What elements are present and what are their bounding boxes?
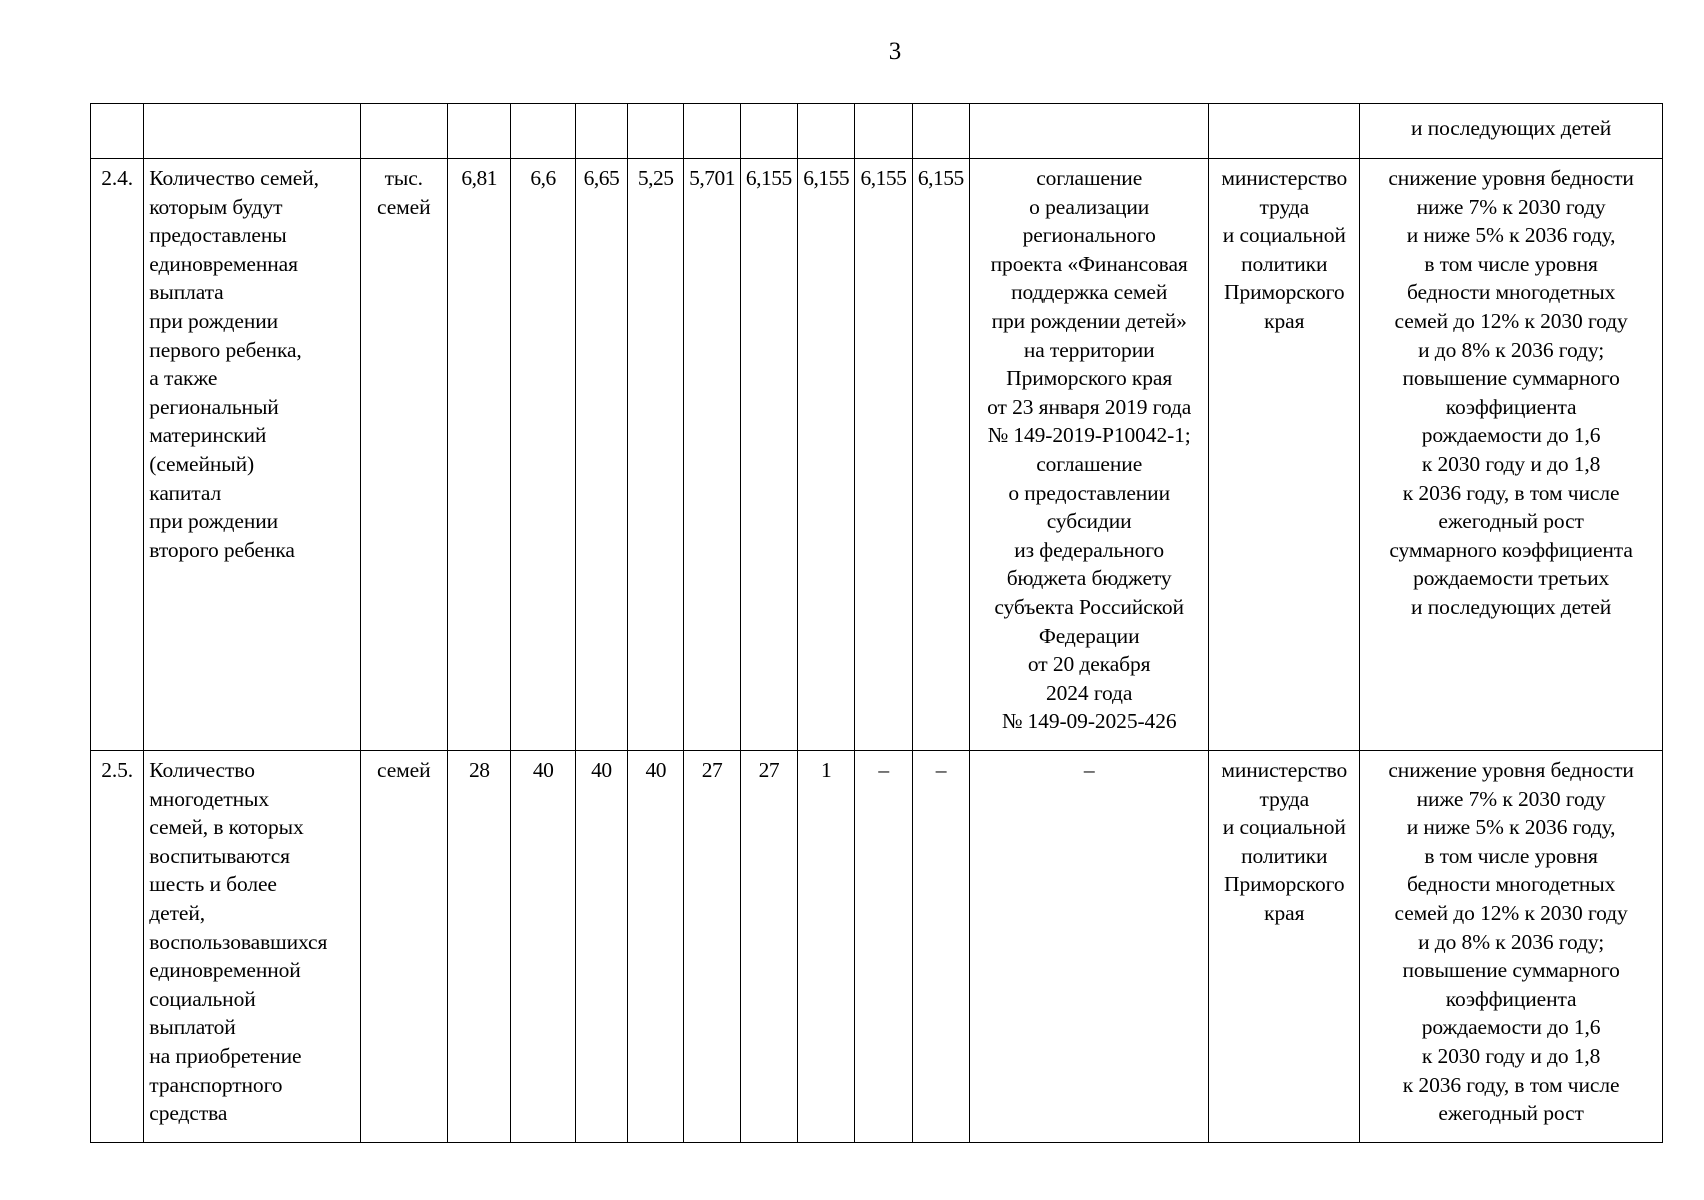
value-cell (912, 104, 969, 159)
value-cell: 6,155 (855, 159, 912, 751)
value-cell (855, 104, 912, 159)
value-cell (740, 104, 797, 159)
value-cell: 28 (448, 751, 511, 1143)
value-cell (511, 104, 575, 159)
goal-cell: и последующих детей (1360, 104, 1663, 159)
value-cell: 27 (740, 751, 797, 1143)
table-row (91, 159, 1663, 751)
document-cell: – (969, 751, 1208, 1143)
goal-cell: снижение уровня бедности ниже 7% к 2030 году и ниже 5% к 2036 году, в том числе уровня бедности многодетных семей до 12% к 2030 году и до 8% к 2036 году; повышение суммарного коэффициента рождаемости до 1,6 к 2030 году и до 1,8 к 2036 году, в том числе ежегодный рост суммарного коэффициента рождаемости третьих и последующих детей (1360, 159, 1663, 751)
table-row (91, 104, 1663, 159)
value-cell: 6,65 (575, 159, 627, 751)
value-cell: – (855, 751, 912, 1143)
value-cell: 40 (575, 751, 627, 1143)
document-cell (969, 104, 1208, 159)
value-cell: – (912, 751, 969, 1143)
unit-cell: тыс. семей (360, 159, 448, 751)
value-cell: 6,81 (448, 159, 511, 751)
value-cell: 40 (511, 751, 575, 1143)
value-cell (628, 104, 684, 159)
value-cell (448, 104, 511, 159)
row-number-cell (91, 104, 144, 159)
value-cell: 1 (798, 751, 855, 1143)
value-cell (798, 104, 855, 159)
indicator-name-cell: Количество многодетных семей, в которых воспитываются шесть и более детей, воспользовавшихся единовременной социальной выплатой на приобретение транспортного средства (144, 751, 360, 1143)
indicator-name-cell (144, 104, 360, 159)
indicator-name-cell: Количество семей, которым будут предоставлены единовременная выплата при рождении первого ребенка, а также региональный материнский (семейный) капитал при рождении второго ребенка (144, 159, 360, 751)
value-cell: 6,155 (912, 159, 969, 751)
page-number: 3 (888, 38, 902, 65)
indicators-table (90, 103, 1663, 1143)
document-cell: соглашение о реализации регионального проекта «Финансовая поддержка семей при рождении детей» на территории Приморского края от 23 января 2019 года № 149-2019-Р10042-1; соглашение о предоставлении субсидии из федерального бюджета бюджету субъекта Российской Федерации от 20 декабря 2024 года № 149-09-2025-426 (969, 159, 1208, 751)
value-cell: 5,25 (628, 159, 684, 751)
value-cell (575, 104, 627, 159)
row-number-cell: 2.4. (91, 159, 144, 751)
table-row (91, 751, 1663, 1143)
value-cell: 27 (684, 751, 740, 1143)
value-cell (684, 104, 740, 159)
value-cell: 6,6 (511, 159, 575, 751)
unit-cell (360, 104, 448, 159)
value-cell: 5,701 (684, 159, 740, 751)
row-number-cell: 2.5. (91, 751, 144, 1143)
responsible-cell: министерство труда и социальной политики Приморского края (1209, 751, 1360, 1143)
unit-cell: семей (360, 751, 448, 1143)
responsible-cell: министерство труда и социальной политики Приморского края (1209, 159, 1360, 751)
value-cell: 6,155 (740, 159, 797, 751)
value-cell: 6,155 (798, 159, 855, 751)
value-cell: 40 (628, 751, 684, 1143)
responsible-cell (1209, 104, 1360, 159)
goal-cell: снижение уровня бедности ниже 7% к 2030 году и ниже 5% к 2036 году, в том числе уровня бедности многодетных семей до 12% к 2030 году и до 8% к 2036 году; повышение суммарного коэффициента рождаемости до 1,6 к 2030 году и до 1,8 к 2036 году, в том числе ежегодный рост (1360, 751, 1663, 1143)
